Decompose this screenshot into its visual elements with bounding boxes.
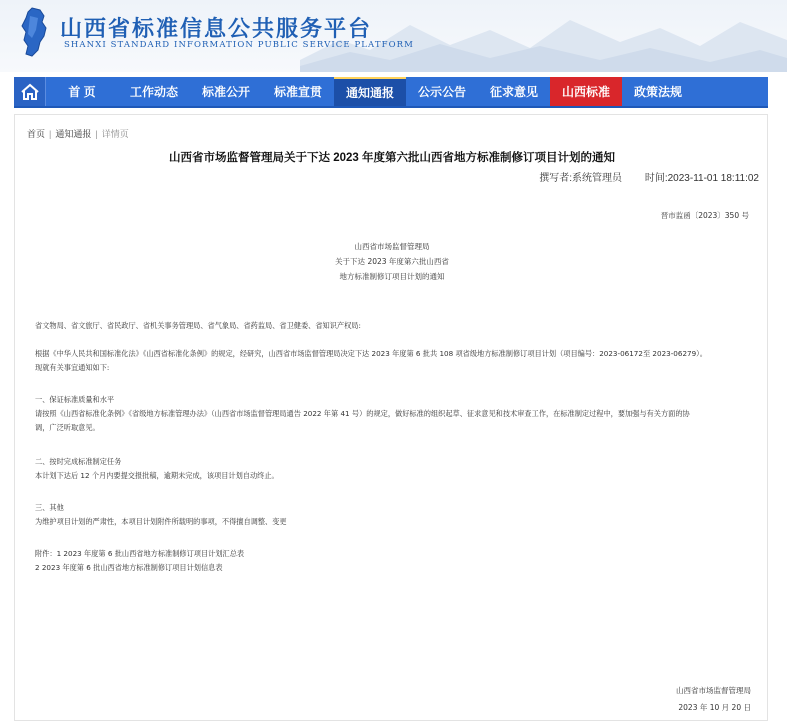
article-title: 山西省市场监督管理局关于下达 2023 年度第六批山西省地方标准制修订项目计划的通知: [169, 152, 615, 164]
breadcrumb-current: 详情页: [101, 129, 129, 139]
document-header-line: 山西省市场监督管理局: [354, 242, 430, 251]
nav-item-solicit-opinions[interactable]: 征求意见: [489, 85, 538, 99]
nav-item-standards-public[interactable]: 标准公开: [201, 85, 250, 99]
section-title: 三、其他: [35, 503, 64, 512]
document-header-line: 地方标准制修订项目计划的通知: [339, 272, 445, 281]
intro-line: 现就有关事宜通知如下:: [35, 363, 110, 372]
breadcrumb-separator: |: [95, 129, 98, 139]
section-2: [35, 455, 755, 483]
home-icon: [20, 82, 40, 102]
site-title[interactable]: 山西省标准信息公共服务平台: [60, 16, 373, 42]
section-text: 调，广泛听取意见。: [35, 423, 100, 432]
site-header: [0, 0, 787, 72]
breadcrumb-home[interactable]: 首页: [27, 129, 46, 139]
article-time: 时间:2023-11-01 18:11:02: [644, 173, 759, 184]
nav-item-announcements[interactable]: 公示公告: [417, 85, 466, 99]
document-header-block: [15, 239, 769, 284]
attachment-link[interactable]: 附件：1 2023 年度第 6 批山西省地方标准制修订项目计划汇总表: [35, 549, 245, 558]
section-title: 二、按时完成标准制定任务: [35, 457, 122, 466]
nav-item-standards-promotion[interactable]: 标准宣贯: [273, 85, 322, 99]
main-nav: [14, 77, 768, 108]
section-text: 为维护项目计划的严肃性，本项目计划附件所载明的事项，不得擅自调整、变更: [35, 517, 287, 526]
nav-item-notices[interactable]: 通知通报: [334, 77, 406, 106]
section-title: 一、保证标准质量和水平: [35, 395, 115, 404]
document-header-line: 关于下达 2023 年度第六批山西省: [335, 257, 449, 266]
shanxi-map-logo: [18, 6, 52, 58]
section-3: [35, 501, 755, 529]
section-1: [35, 393, 755, 435]
intro-line: 根据《中华人民共和国标准化法》《山西省标准化条例》的规定，经研究，山西省市场监督管理局决定下达 2023 年度第 6 批共 108 项省级地方标准制修订项目计划（项目编号：2023-06172至 2023-06279）。: [35, 349, 707, 358]
sign-org: 山西省市场监督管理局: [676, 686, 751, 695]
section-text: 本计划下达后 12 个月内要提交报批稿，逾期未完成，该项目计划自动终止。: [35, 471, 279, 480]
breadcrumb: [27, 127, 129, 140]
breadcrumb-section[interactable]: 通知通报: [55, 129, 92, 139]
article-author: 撰写者:系统管理员: [539, 173, 623, 184]
document-number: 晋市监函〔2023〕350 号: [660, 211, 749, 220]
nav-item-shanxi-standards[interactable]: 山西标准: [550, 77, 622, 106]
mountain-background-graphic: [300, 0, 787, 72]
nav-item-work-news[interactable]: 工作动态: [129, 85, 178, 99]
recipients: 省文物局、省文旅厅、省民政厅、省机关事务管理局、省气象局、省药监局、省卫健委、省知识产权局:: [35, 321, 361, 330]
site-subtitle: SHANXI STANDARD INFORMATION PUBLIC SERVICE PLATFORM: [64, 40, 414, 50]
nav-item-policies[interactable]: 政策法规: [633, 85, 682, 99]
intro-paragraph: [35, 347, 755, 375]
signature-block: [676, 685, 751, 713]
attachments: [35, 547, 755, 575]
sign-date: 2023 年 10 月 20 日: [678, 703, 751, 712]
nav-item-home[interactable]: 首 页: [68, 85, 96, 99]
home-icon-button[interactable]: [14, 77, 46, 106]
article-meta: [519, 169, 759, 184]
breadcrumb-separator: |: [49, 129, 52, 139]
section-text: 请按照《山西省标准化条例》《省级地方标准管理办法》（山西省市场监督管理局通告 2022 年第 41 号）的规定，做好标准的组织起草、征求意见和技术审查工作，在标准制定过程中，要加强与有关方面的协: [35, 409, 690, 418]
content-panel: [14, 114, 768, 721]
attachment-link[interactable]: 2 2023 年度第 6 批山西省地方标准制修订项目计划信息表: [35, 563, 223, 572]
